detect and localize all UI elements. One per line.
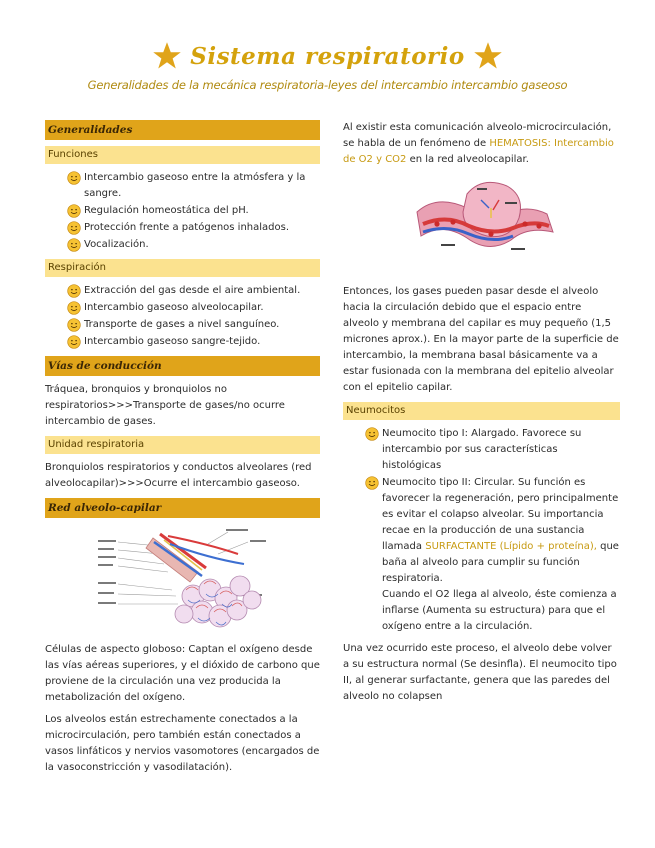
alveolo-capilar-illustration — [98, 524, 268, 632]
section-header-neumocitos: Neumocitos — [343, 402, 620, 420]
section-header-red: Red alveolo-capilar — [45, 498, 320, 518]
smiley-emoji-icon — [365, 427, 379, 441]
list-item: Extracción del gas desde el aire ambiental. — [67, 283, 320, 299]
page-title: Sistema respiratorio — [190, 42, 465, 70]
list-item: Protección frente a patógenos inhalados. — [67, 220, 320, 236]
section-header-vias: Vías de conducción — [45, 356, 320, 376]
section-header-respiracion: Respiración — [45, 259, 320, 277]
smiley-emoji-icon — [67, 171, 81, 185]
page-subtitle: Generalidades de la mecánica respiratoria-leyes del intercambio intercambio gaseoso — [87, 78, 568, 92]
red-text-1: Células de aspecto globoso: Captan el oxígeno desde las vías aéreas superiores, y el dióxido de carbono que proviene de la circulación una vez producida la metabolización del oxígeno. — [45, 644, 320, 703]
section-header-funciones: Funciones — [45, 146, 320, 164]
smiley-emoji-icon — [365, 476, 379, 490]
smiley-emoji-icon — [67, 318, 81, 332]
star-icon — [473, 41, 503, 71]
entonces-text: Entonces, los gases pueden pasar desde el alveolo hacia la circulación debido que el espacio entre alveolo y membrana del capilar es muy pequeño (1,5 micrones aprox.). En la mayor parte de la superficie de intercambio, la membrana basal básicamente va a estar fusionada con la membrana del epitelio alveolar con el epitelio capilar. — [343, 286, 619, 393]
vias-text: Tráquea, bronquios y bronquiolos no respiratorios>>>Transporte de gases/no ocurre intercambio de gases. — [45, 384, 285, 427]
gas-exchange-illustration — [407, 174, 557, 274]
list-item: Intercambio gaseoso alveolocapilar. — [67, 300, 320, 316]
smiley-emoji-icon — [67, 238, 81, 252]
hematosis-paragraph: Al existir esta comunicación alveolo-microcirculación, se habla de un fenómeno de HEMATOSIS: Intercambio de O2 y CO2 en la red alveolocapilar. — [343, 122, 614, 165]
section-header-unidad: Unidad respiratoria — [45, 436, 320, 454]
right-column — [343, 120, 620, 711]
unidad-text: Bronquiolos respiratorios y conductos alveolares (red alveolocapilar)>>>Ocurre el intercambio gaseoso. — [45, 462, 312, 489]
neumocitos-list — [343, 426, 620, 635]
final-text: Una vez ocurrido este proceso, el alveolo debe volver a su estructura normal (Se desinfla). El neumocito tipo II, al generar surfactante, genera que las paredes del alveolo no colapsen — [343, 643, 617, 702]
list-item: Neumocito tipo I: Alargado. Favorece su intercambio por sus características histológicas — [365, 426, 620, 474]
funciones-list — [45, 170, 320, 253]
left-column — [45, 120, 320, 782]
hematosis-highlight: HEMATOSIS: Intercambio de O2 y CO2 — [343, 138, 614, 165]
list-item: Vocalización. — [67, 237, 320, 253]
list-item: Neumocito tipo II: Circular. Su función es favorecer la regeneración, pero principalmente es evitar el colapso alveolar. Su importancia recae en la producción de una sustancia llamada SURFACTANTE (Lípido + proteína), que baña al alveolo para cumplir su función respiratoria. Cuando el O2 llega al alveolo, éste comienza a inflarse (Aumenta su estructura) para que el oxígeno entre a la circulación. — [365, 475, 620, 635]
list-item: Transporte de gases a nivel sanguíneo. — [67, 317, 320, 333]
list-item: Regulación homeostática del pH. — [67, 203, 320, 219]
section-header-generalidades: Generalidades — [45, 120, 320, 140]
smiley-emoji-icon — [67, 221, 81, 235]
respiracion-list — [45, 283, 320, 350]
title-row — [0, 36, 655, 76]
red-text-2: Los alveolos están estrechamente conectados a la microcirculación, pero también están conectados a vasos linfáticos y nervios vasomotores (encargados de la vasoconstricción y vasodilatación). — [45, 714, 320, 773]
smiley-emoji-icon — [67, 335, 81, 349]
smiley-emoji-icon — [67, 301, 81, 315]
list-item: Intercambio gaseoso entre la atmósfera y la sangre. — [67, 170, 320, 202]
smiley-emoji-icon — [67, 204, 81, 218]
surfactante-highlight: SURFACTANTE (Lípido + proteína), — [425, 541, 597, 552]
star-icon — [152, 41, 182, 71]
list-item: Intercambio gaseoso sangre-tejido. — [67, 334, 320, 350]
smiley-emoji-icon — [67, 284, 81, 298]
